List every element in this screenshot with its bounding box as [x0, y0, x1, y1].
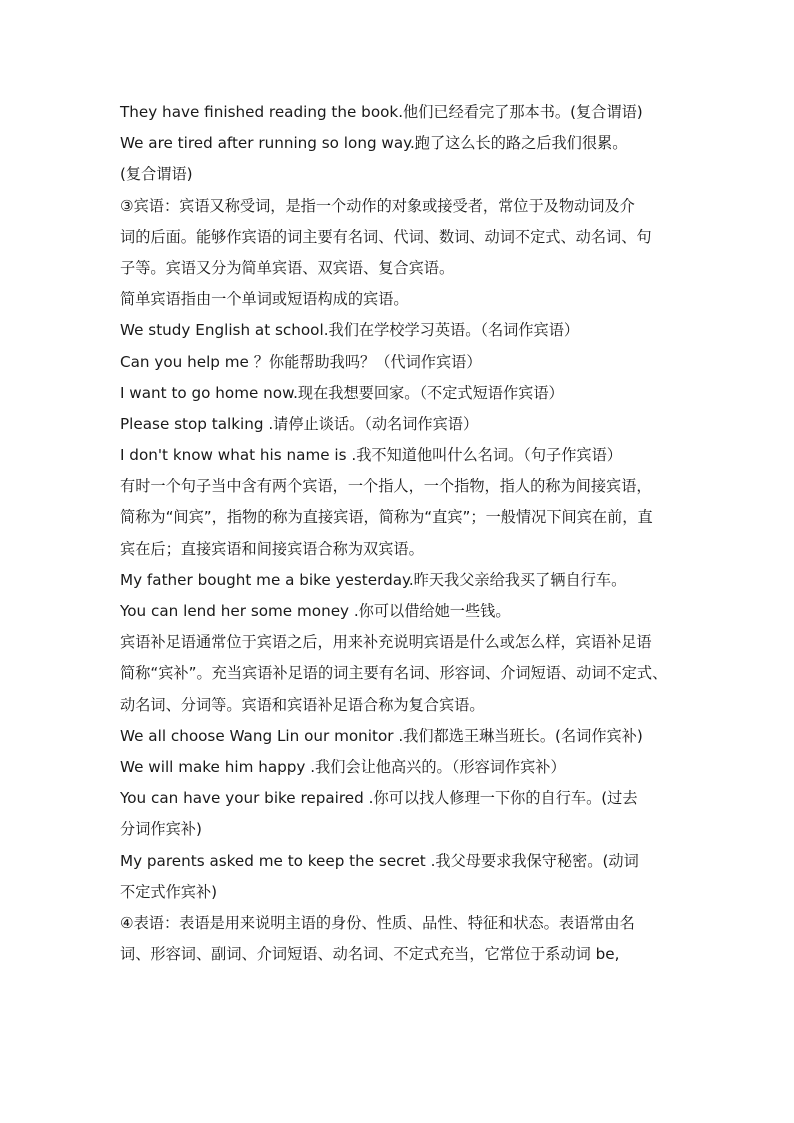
text-line: 词的后面。能够作宾语的词主要有名词、代词、数词、动词不定式、动名词、句: [120, 227, 652, 246]
text-line: 宾语补足语通常位于宾语之后，用来补充说明宾语是什么或怎么样，宾语补足语: [120, 633, 652, 652]
text-line: 不定式作宾补): [120, 882, 218, 901]
document-body: [120, 97, 690, 970]
text-line: My parents asked me to keep the secret .我父母要求我保守秘密。(动词: [120, 851, 639, 870]
text-line: 简单宾语指由一个单词或短语构成的宾语。: [120, 290, 409, 309]
text-line: 有时一个句子当中含有两个宾语，一个指人，一个指物，指人的称为间接宾语，: [120, 477, 652, 496]
text-line: I want to go home now.现在我想要回家。（不定式短语作宾语）: [120, 383, 564, 402]
text-line: They have finished reading the book.他们已经看完了那本书。(复合谓语): [120, 103, 643, 121]
text-line: (复合谓语): [120, 165, 193, 184]
text-line: I don't know what his name is .我不知道他叫什么名词。（句子作宾语）: [120, 446, 622, 465]
text-line: ③宾语：宾语又称受词，是指一个动作的对象或接受者，常位于及物动词及介: [120, 196, 635, 215]
text-line: 简称为“间宾”，指物的称为直接宾语，简称为“直宾”；一般情况下间宾在前，直: [120, 508, 653, 527]
text-line: 简称“宾补”。充当宾语补足语的词主要有名词、形容词、介词短语、动词不定式、: [120, 664, 668, 683]
text-line: ④表语：表语是用来说明主语的身份、性质、品性、特征和状态。表语常由名: [120, 913, 635, 932]
text-line: 动名词、分词等。宾语和宾语补足语合称为复合宾语。: [120, 695, 485, 714]
text-line: Can you help me ？你能帮助我吗？（代词作宾语）: [120, 352, 482, 371]
text-line: We study English at school.我们在学校学习英语。（名词作宾语）: [120, 321, 580, 340]
text-line: 词、形容词、副词、介词短语、动名词、不定式充当，它常位于系动词 be,: [120, 945, 620, 964]
text-line: We all choose Wang Lin our monitor .我们都选王琳当班长。(名词作宾补): [120, 726, 643, 745]
text-line: You can have your bike repaired .你可以找人修理一下你的自行车。(过去: [120, 789, 638, 808]
text-line: My father bought me a bike yesterday.昨天我父亲给我买了辆自行车。: [120, 570, 627, 589]
text-line: You can lend her some money .你可以借给她一些钱。: [120, 602, 511, 620]
text-line: 宾在后；直接宾语和间接宾语合称为双宾语。: [120, 539, 424, 558]
text-line: We will make him happy .我们会让他高兴的。（形容词作宾补）: [120, 757, 566, 776]
text-line: Please stop talking .请停止谈话。（动名词作宾语）: [120, 414, 479, 433]
text-line: 分词作宾补): [120, 820, 202, 839]
text-line: We are tired after running so long way.跑了这么长的路之后我们很累。: [120, 134, 628, 153]
text-line: 子等。宾语又分为简单宾语、双宾语、复合宾语。: [120, 258, 455, 277]
